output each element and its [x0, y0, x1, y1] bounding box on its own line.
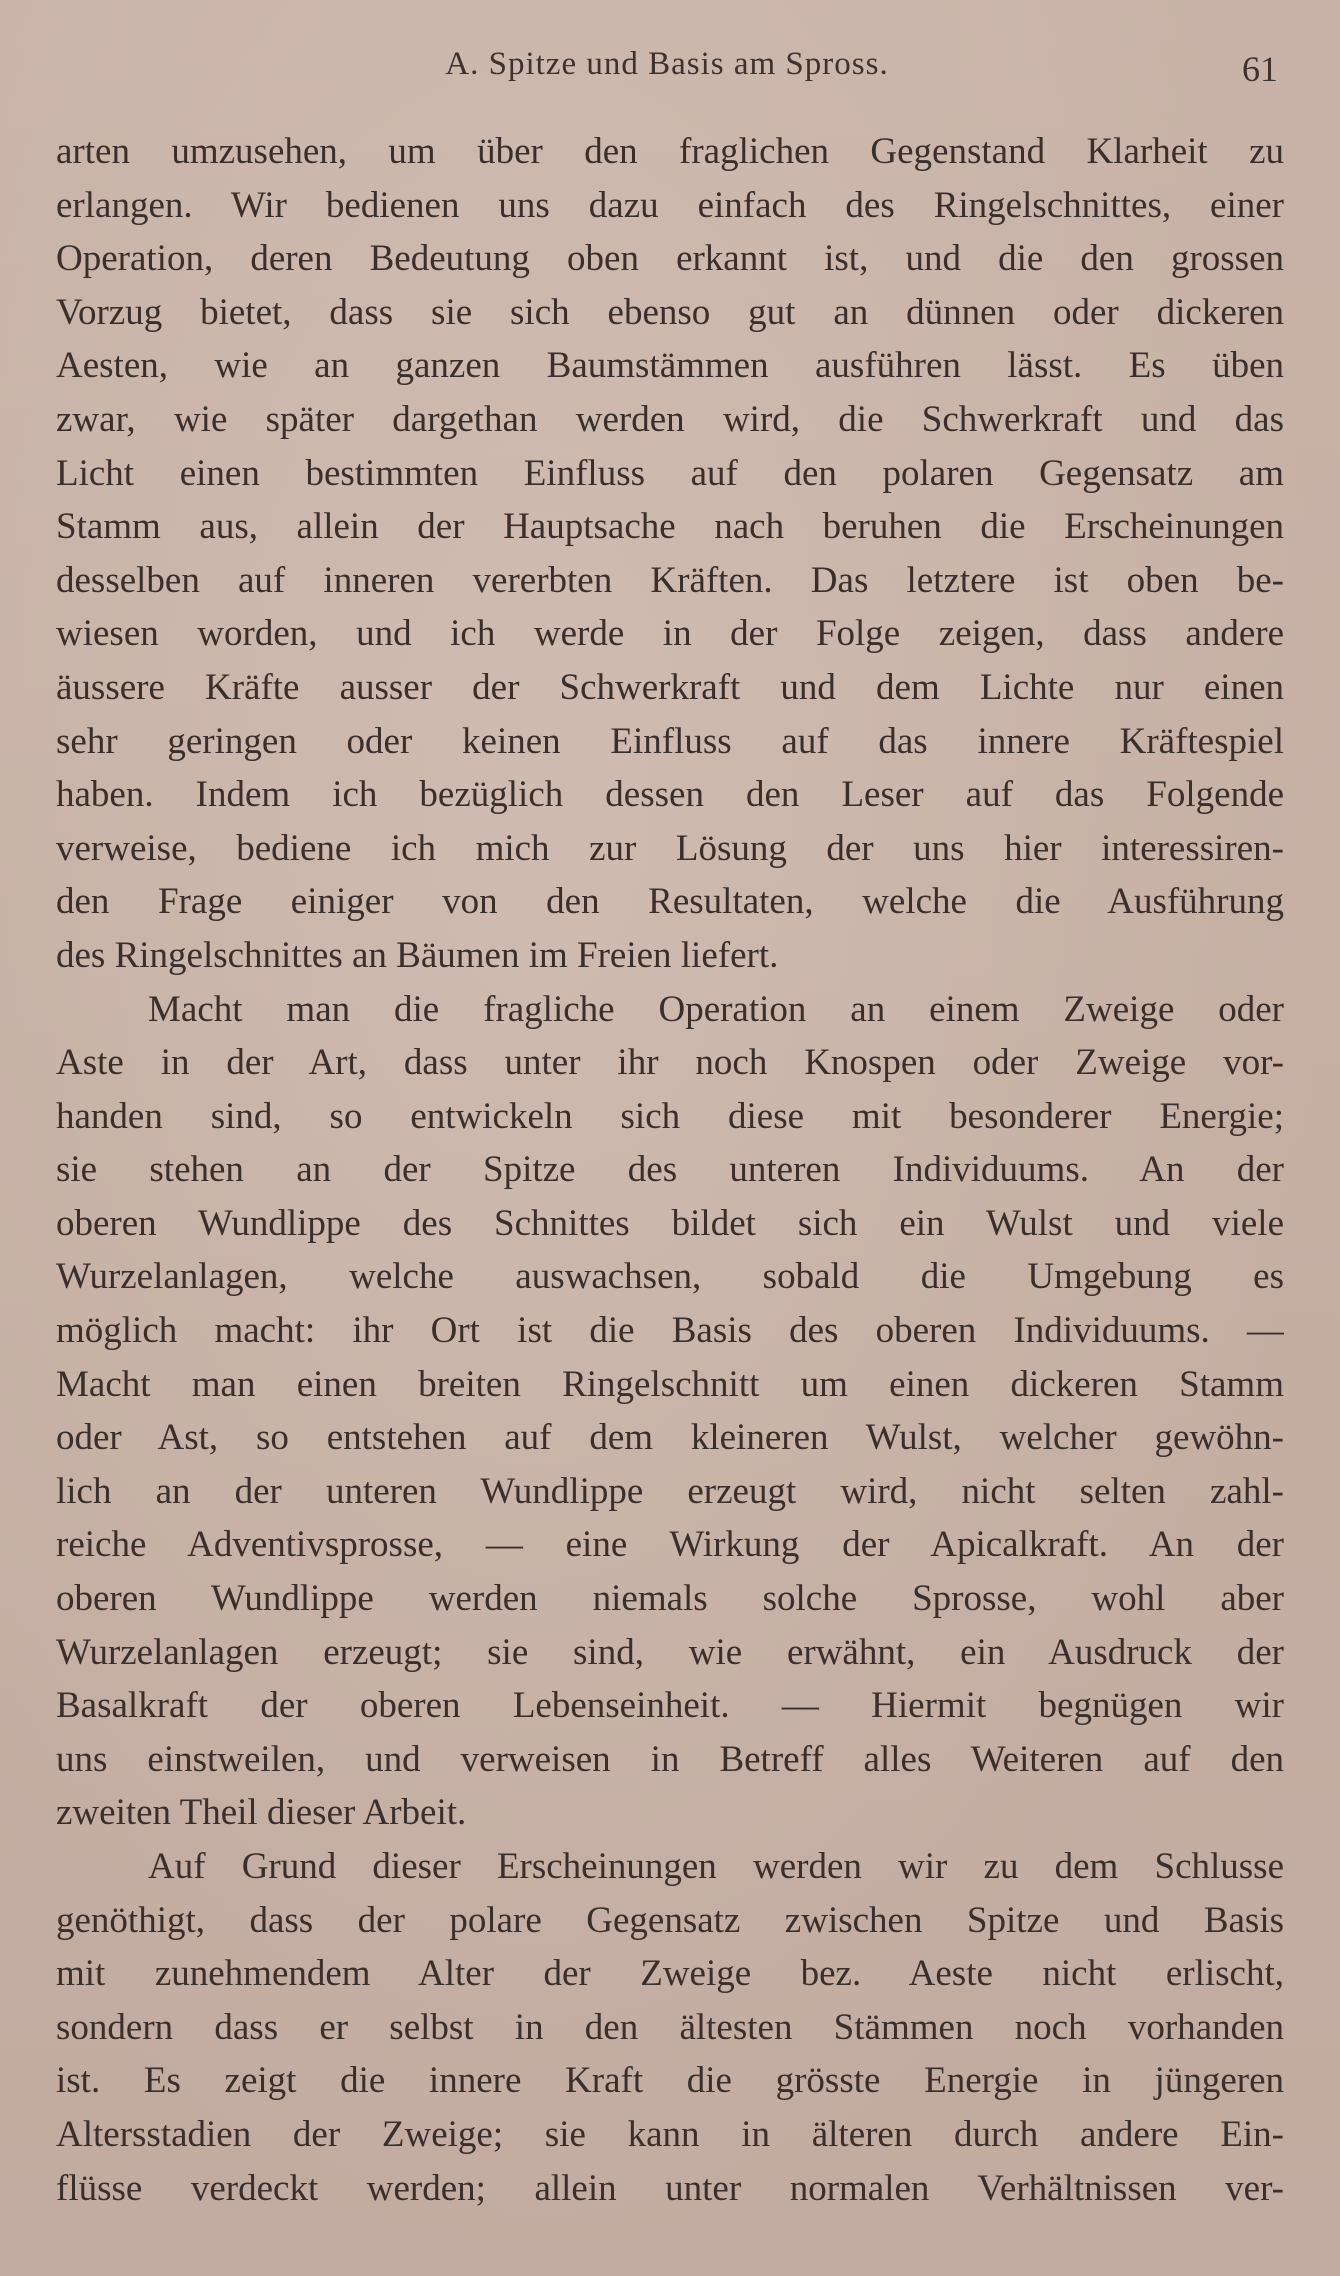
text-line: haben. Indem ich bezüglich dessen den Leser auf das Folgende: [56, 774, 1284, 816]
text-line: Stamm aus, allein der Hauptsache nach beruhen die Erscheinungen: [56, 506, 1284, 548]
text-line: desselben auf inneren vererbten Kräften. Das letztere ist oben be-: [56, 559, 1284, 601]
text-line: Vorzug bietet, dass sie sich ebenso gut an dünnen oder dickeren: [56, 291, 1284, 333]
text-line: flüsse verdeckt werden; allein unter normalen Verhältnissen ver-: [56, 2167, 1284, 2209]
text-line: uns einstweilen, und verweisen in Betreff alles Weiteren auf den: [56, 1738, 1284, 1780]
text-line: arten umzusehen, um über den fraglichen Gegenstand Klarheit zu: [56, 131, 1284, 172]
paragraph-1: [56, 125, 1284, 983]
text-line: Wurzelanlagen erzeugt; sie sind, wie erwähnt, ein Ausdruck der: [56, 1631, 1284, 1673]
text-line: Licht einen bestimmten Einfluss auf den polaren Gegensatz am: [56, 452, 1284, 494]
text-line: verweise, bediene ich mich zur Lösung der uns hier interessiren-: [56, 827, 1284, 869]
text-line: Basalkraft der oberen Lebenseinheit. — Hiermit begnügen wir: [56, 1685, 1284, 1727]
text-line: lich an der unteren Wundlippe erzeugt wird, nicht selten zahl-: [56, 1470, 1284, 1512]
text-line: genöthigt, dass der polare Gegensatz zwischen Spitze und Basis: [56, 1899, 1284, 1941]
text-line: ist. Es zeigt die innere Kraft die grösste Energie in jüngeren: [56, 2060, 1284, 2102]
text-line: zwar, wie später dargethan werden wird, die Schwerkraft und das: [56, 398, 1284, 440]
text-line: Operation, deren Bedeutung oben erkannt ist, und die den grossen: [56, 238, 1284, 280]
page-number: 61: [1242, 49, 1278, 89]
text-line: oder Ast, so entstehen auf dem kleineren Wulst, welcher gewöhn-: [56, 1417, 1284, 1459]
text-line: oberen Wundlippe werden niemals solche Sprosse, wohl aber: [56, 1578, 1284, 1620]
text-line: Altersstadien der Zweige; sie kann in älteren durch andere Ein-: [56, 2113, 1284, 2155]
text-line: oberen Wundlippe des Schnittes bildet sich ein Wulst und viele: [56, 1202, 1284, 1244]
text-line: wiesen worden, und ich werde in der Folge zeigen, dass andere: [56, 613, 1284, 655]
text-line: sie stehen an der Spitze des unteren Individuums. An der: [56, 1149, 1284, 1191]
page-header: [56, 38, 1278, 98]
paragraph-3: [56, 1840, 1284, 2215]
body-text: [56, 125, 1284, 2215]
paragraph-2: [56, 983, 1284, 1841]
text-line: Macht man einen breiten Ringelschnitt um einen dickeren Stamm: [56, 1363, 1284, 1405]
text-line: den Frage einiger von den Resultaten, welche die Ausführung: [56, 881, 1284, 923]
text-line: Auf Grund dieser Erscheinungen werden wir zu dem Schlusse: [148, 1846, 1284, 1887]
text-line: des Ringelschnittes an Bäumen im Freien liefert.: [56, 934, 779, 976]
text-line: sehr geringen oder keinen Einfluss auf das innere Kräftespiel: [56, 720, 1284, 762]
text-line: Macht man die fragliche Operation an einem Zweige oder: [148, 988, 1284, 1030]
text-line: zweiten Theil dieser Arbeit.: [56, 1792, 467, 1834]
text-line: möglich macht: ihr Ort ist die Basis des oberen Individuums. —: [56, 1310, 1284, 1352]
text-line: äussere Kräfte ausser der Schwerkraft und dem Lichte nur einen: [56, 666, 1284, 708]
text-line: reiche Adventivsprosse, — eine Wirkung der Apicalkraft. An der: [56, 1524, 1284, 1566]
text-line: Aesten, wie an ganzen Baumstämmen ausführen lässt. Es üben: [56, 345, 1284, 387]
text-line: Wurzelanlagen, welche auswachsen, sobald die Umgebung es: [56, 1256, 1284, 1298]
text-line: mit zunehmendem Alter der Zweige bez. Aeste nicht erlischt,: [56, 1953, 1284, 1995]
running-title: A. Spitze und Basis am Spross.: [445, 46, 889, 82]
text-line: sondern dass er selbst in den ältesten Stämmen noch vorhanden: [56, 2006, 1284, 2048]
text-line: erlangen. Wir bedienen uns dazu einfach des Ringelschnittes, einer: [56, 184, 1284, 226]
text-line: Aste in der Art, dass unter ihr noch Knospen oder Zweige vor-: [56, 1042, 1284, 1084]
text-line: handen sind, so entwickeln sich diese mit besonderer Energie;: [56, 1095, 1284, 1137]
